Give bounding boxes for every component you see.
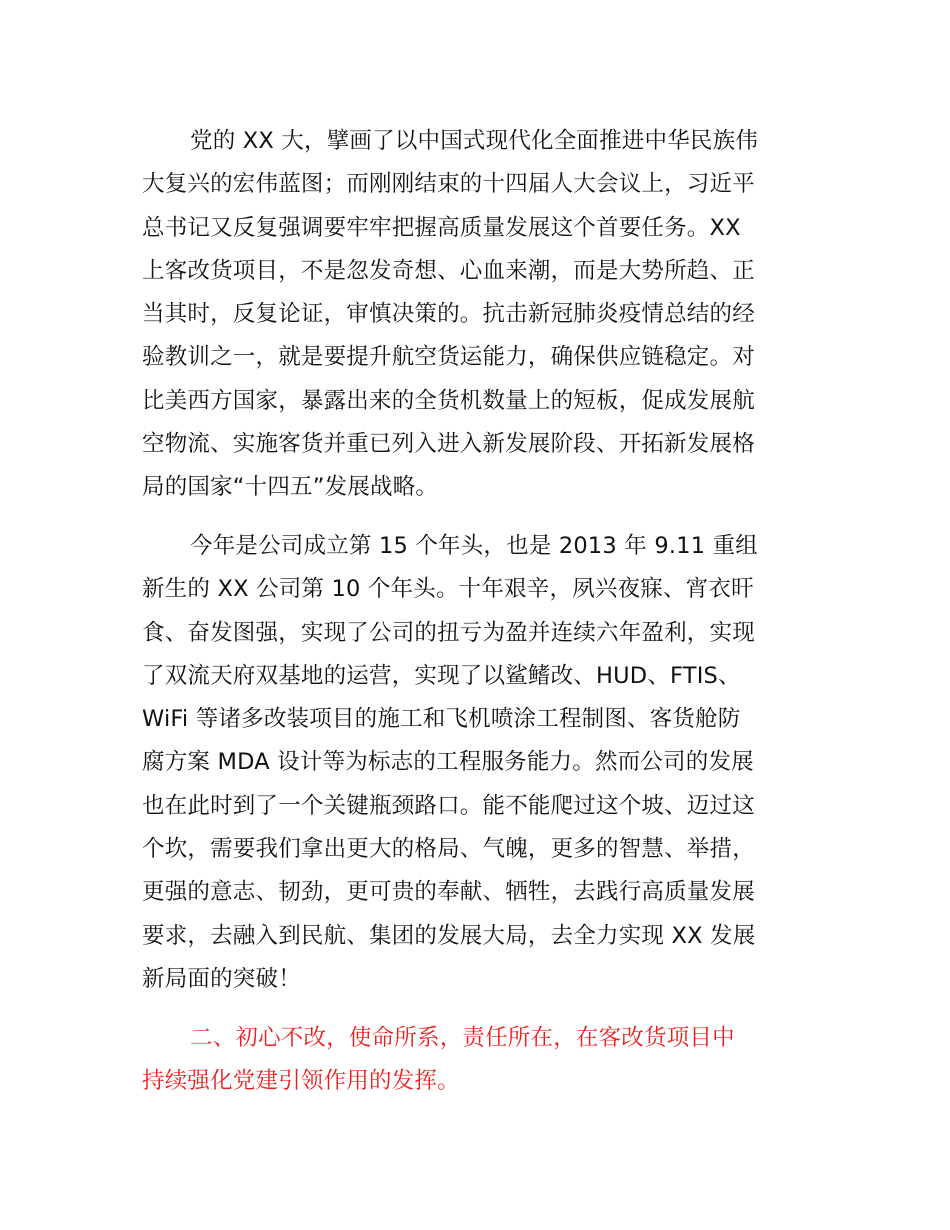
text-line: 腐方案 MDA 设计等为标志的工程服务能力。然而公司的发展 — [142, 749, 754, 776]
text-line: 今年是公司成立第 15 个年头，也是 2013 年 9.11 重组 — [190, 533, 759, 559]
text-line: 新生的 XX 公司第 10 个年头。十年艰辛，夙兴夜寐、宵衣旰 — [142, 576, 754, 603]
text-line: 大复兴的宏伟蓝图；而刚刚结束的十四届人大会议上，习近平 — [142, 171, 755, 198]
text-line: 个坎，需要我们拿出更大的格局、气魄，更多的智慧、举措， — [142, 836, 755, 863]
heading-line: 持续强化党建引领作用的发挥。 — [142, 1068, 460, 1095]
section-heading — [142, 1017, 822, 1104]
text-line: 要求，去融入到民航、集团的发展大局，去全力实现 XX 发展 — [142, 922, 756, 949]
text-line: 了双流天府双基地的运营，实现了以鲨鳍改、HUD、FTIS、 — [142, 662, 741, 689]
heading-line: 二、初心不改，使命所系，责任所在，在客改货项目中 — [190, 1025, 735, 1051]
text-line: 也在此时到了一个关键瓶颈路口。能不能爬过这个坡、迈过这 — [142, 792, 755, 819]
text-line: WiFi 等诸多改装项目的施工和飞机喷涂工程制图、客货舱防 — [142, 706, 741, 733]
paragraph-policy-context — [142, 120, 822, 510]
text-line: 当其时，反复论证，审慎决策的。抗击新冠肺炎疫情总结的经 — [142, 301, 755, 328]
text-line: 食、奋发图强，实现了公司的扭亏为盈并连续六年盈利，实现 — [142, 619, 755, 646]
text-line: 验教训之一，就是要提升航空货运能力，确保供应链稳定。对 — [142, 344, 755, 371]
text-line: 新局面的突破！ — [142, 965, 301, 992]
paragraph-company-history — [142, 525, 822, 1001]
text-line: 更强的意志、韧劲，更可贵的奉献、牺牲，去践行高质量发展 — [142, 879, 755, 906]
text-line: 空物流、实施客货并重已列入进入新发展阶段、开拓新发展格 — [142, 431, 755, 458]
text-line: 局的国家“十四五”发展战略。 — [142, 474, 439, 501]
text-line: 比美西方国家，暴露出来的全货机数量上的短板，促成发展航 — [142, 387, 755, 414]
text-line: 上客改货项目，不是忽发奇想、心血来潮，而是大势所趋、正 — [142, 257, 755, 284]
text-line: 党的 XX 大，擘画了以中国式现代化全面推进中华民族伟 — [190, 128, 759, 154]
text-line: 总书记又反复强调要牢牢把握高质量发展这个首要任务。XX — [142, 214, 741, 241]
